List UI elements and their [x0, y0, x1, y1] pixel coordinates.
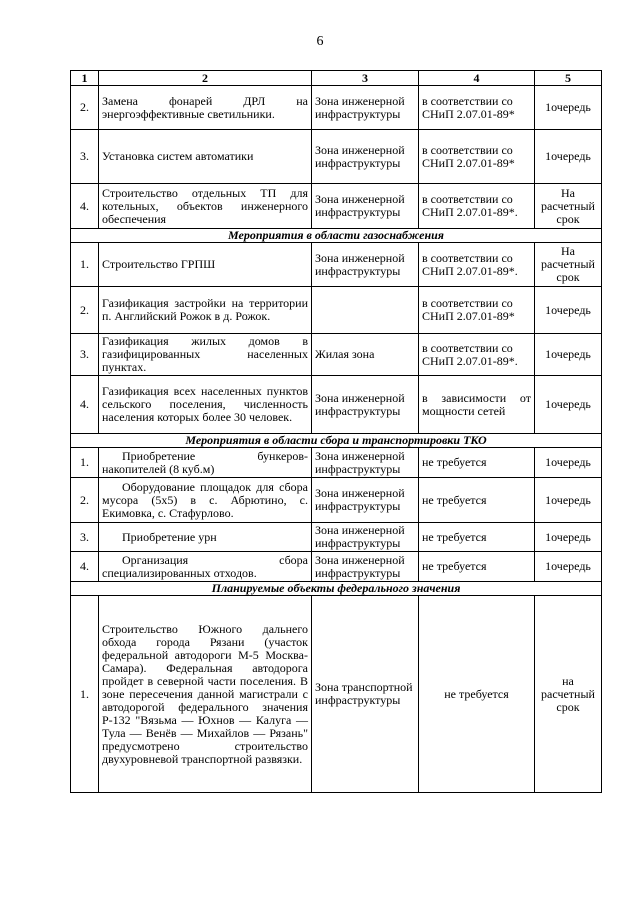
zone-cell: Зона инженерной инфраструктуры — [312, 184, 419, 229]
section-title: Мероприятия в области сбора и транспортировки ТКО — [71, 434, 602, 448]
measure-description: Строительство Южного дальнего обхода города Рязани (участок федеральной автодороги М-5 Москва-Самара). Федеральная автодорога пройдет в северной части поселения. В зоне пересечения данной магистрали с автодорогой федерального значения Р-132 "Вязьма — Юхнов — Калуга — Тула — Венёв — Михайлов — Рязань" предусмотрено строительство двухуровневой транспортной развязки. — [99, 596, 312, 793]
header-cell: 1 — [71, 71, 99, 86]
zone-cell: Зона инженерной инфраструктуры — [312, 523, 419, 552]
term-cell: 1очередь — [535, 130, 602, 184]
row-number: 2. — [71, 478, 99, 523]
requirement-cell: не требуется — [419, 448, 535, 478]
requirement-cell: не требуется — [419, 478, 535, 523]
measure-description: Оборудование площадок для сбора мусора (5х5) в с. Абрютино, с. Екимовка, с. Стафурлово. — [99, 478, 312, 523]
zone-cell: Зона инженерной инфраструктуры — [312, 552, 419, 582]
table-row — [71, 334, 602, 376]
header-cell: 4 — [419, 71, 535, 86]
zone-cell: Жилая зона — [312, 334, 419, 376]
zone-cell: Зона транспортной инфраструктуры — [312, 596, 419, 793]
term-cell: На расчетный срок — [535, 184, 602, 229]
term-cell: 1очередь — [535, 334, 602, 376]
page-number: 6 — [316, 34, 324, 49]
measures-table — [70, 70, 602, 793]
zone-cell: Зона инженерной инфраструктуры — [312, 448, 419, 478]
table-row — [71, 478, 602, 523]
row-number: 1. — [71, 243, 99, 287]
table-row — [71, 130, 602, 184]
header-cell: 3 — [312, 71, 419, 86]
measure-description: Газификация всех населенных пунктов сельского поселения, численность населения которых более 30 человек. — [99, 376, 312, 434]
measure-description: Приобретение урн — [99, 523, 312, 552]
term-cell: На расчетный срок — [535, 243, 602, 287]
requirement-cell: не требуется — [419, 552, 535, 582]
term-cell: 1очередь — [535, 523, 602, 552]
term-cell: 1очередь — [535, 448, 602, 478]
header-cell: 5 — [535, 71, 602, 86]
requirement-cell: в зависимости от мощности сетей — [419, 376, 535, 434]
measure-description: Установка систем автоматики — [99, 130, 312, 184]
measure-description: Строительство ГРПШ — [99, 243, 312, 287]
table-row — [71, 596, 602, 793]
measure-description: Газификация жилых домов в газифицированных населенных пунктах. — [99, 334, 312, 376]
measure-description: Строительство отдельных ТП для котельных, объектов инженерного обеспечения — [99, 184, 312, 229]
requirement-cell: не требуется — [419, 596, 535, 793]
row-number: 4. — [71, 376, 99, 434]
measure-description: Приобретение бункеров-накопителей (8 куб.м) — [99, 448, 312, 478]
table-row — [71, 552, 602, 582]
zone-cell: Зона инженерной инфраструктуры — [312, 478, 419, 523]
measure-description: Замена фонарей ДРЛ на энергоэффективные светильники. — [99, 86, 312, 130]
zone-cell: Зона инженерной инфраструктуры — [312, 130, 419, 184]
requirement-cell: в соответствии со СНиП 2.07.01-89*. — [419, 243, 535, 287]
measure-description: Организация сбора специализированных отходов. — [99, 552, 312, 582]
row-number: 1. — [71, 448, 99, 478]
row-number: 3. — [71, 334, 99, 376]
zone-cell: Зона инженерной инфраструктуры — [312, 86, 419, 130]
requirement-cell: в соответствии со СНиП 2.07.01-89* — [419, 130, 535, 184]
table-row — [71, 86, 602, 130]
section-title-row — [71, 229, 602, 243]
requirement-cell: не требуется — [419, 523, 535, 552]
requirement-cell: в соответствии со СНиП 2.07.01-89*. — [419, 334, 535, 376]
requirement-cell: в соответствии со СНиП 2.07.01-89* — [419, 287, 535, 334]
section-title-row — [71, 582, 602, 596]
row-number: 4. — [71, 184, 99, 229]
table-header-row — [71, 71, 602, 86]
term-cell: 1очередь — [535, 287, 602, 334]
section-title: Планируемые объекты федерального значения — [71, 582, 602, 596]
term-cell: 1очередь — [535, 478, 602, 523]
term-cell: 1очередь — [535, 86, 602, 130]
row-number: 2. — [71, 86, 99, 130]
zone-cell: Зона инженерной инфраструктуры — [312, 376, 419, 434]
section-title-row — [71, 434, 602, 448]
section-title: Мероприятия в области газоснабжения — [71, 229, 602, 243]
measure-description: Газификация застройки на территории п. Английский Рожок в д. Рожок. — [99, 287, 312, 334]
term-cell: на расчетный срок — [535, 596, 602, 793]
table-row — [71, 184, 602, 229]
table-row — [71, 448, 602, 478]
table-row — [71, 287, 602, 334]
term-cell: 1очередь — [535, 552, 602, 582]
table-row — [71, 523, 602, 552]
row-number: 1. — [71, 596, 99, 793]
row-number: 4. — [71, 552, 99, 582]
zone-cell — [312, 287, 419, 334]
table-row — [71, 243, 602, 287]
row-number: 3. — [71, 130, 99, 184]
table-row — [71, 376, 602, 434]
row-number: 3. — [71, 523, 99, 552]
term-cell: 1очередь — [535, 376, 602, 434]
requirement-cell: в соответствии со СНиП 2.07.01-89* — [419, 86, 535, 130]
requirement-cell: в соответствии со СНиП 2.07.01-89*. — [419, 184, 535, 229]
header-cell: 2 — [99, 71, 312, 86]
row-number: 2. — [71, 287, 99, 334]
zone-cell: Зона инженерной инфраструктуры — [312, 243, 419, 287]
